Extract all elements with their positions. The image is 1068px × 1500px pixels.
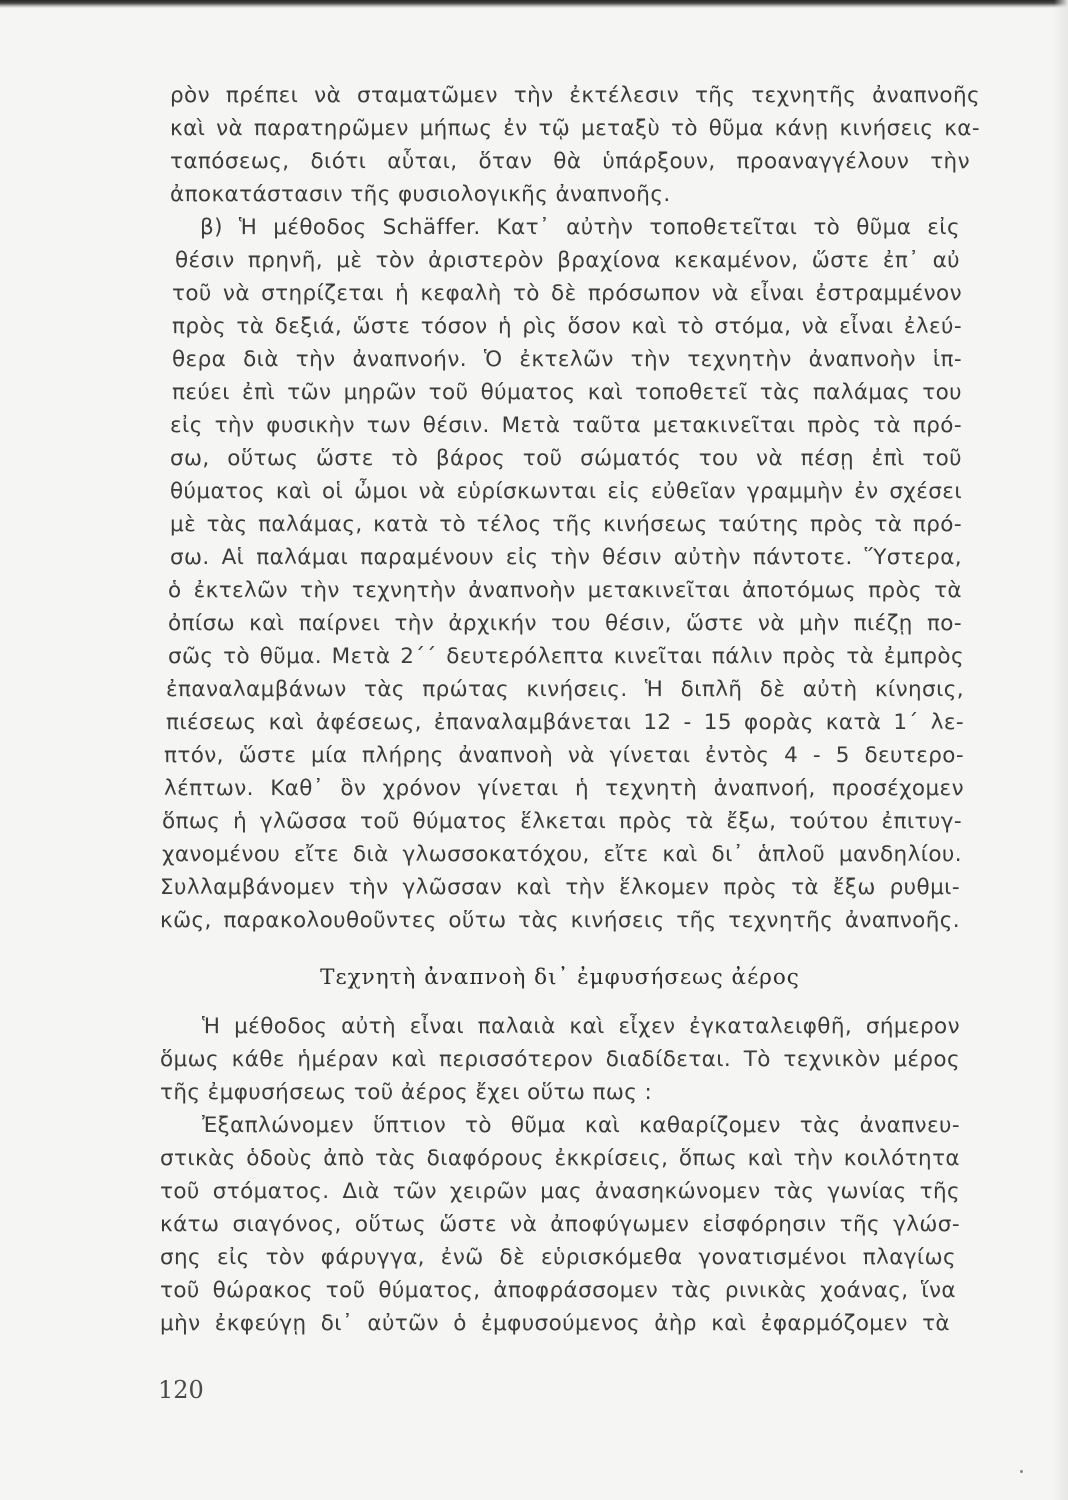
text-line: Ἐξαπλώνομεν ὕπτιον τὸ θῦμα καὶ καθαρίζομεν τὰς ἀναπνευ- [202, 1113, 960, 1138]
text-line: ὅμως κάθε ἡμέραν καὶ περισσότερον διαδίδεται. Τὸ τεχνικὸν μέρος [160, 1047, 960, 1072]
text-line: σης εἰς τὸν φάρυγγα, ἐνῶ δὲ εὑρισκόμεθα γονατισμένοι πλαγίως [160, 1245, 956, 1270]
scan-top-edge [0, 0, 1068, 8]
page-number: 120 [158, 1376, 204, 1404]
scan-speck [1020, 1470, 1023, 1473]
text-line: κάτω σιαγόνος, οὕτως ὥστε νὰ ἀποφύγωμεν εἰσφόρησιν τῆς γλώσ- [160, 1212, 960, 1237]
text-line: ὅπως ἡ γλῶσσα τοῦ θύματος ἕλκεται πρὸς τὰ ἔξω, τούτου ἐπιτυγ- [162, 809, 962, 834]
text-line: μὲ τὰς παλάμας, κατὰ τὸ τέλος τῆς κινήσεως ταύτης πρὸς τὰ πρό- [170, 512, 962, 537]
text-line: ὀπίσω καὶ παίρνει τὴν ἀρχικήν του θέσιν, ὥστε νὰ μὴν πιέζῃ πο- [168, 611, 962, 636]
text-line: χανομένου εἴτε διὰ γλωσσοκατόχου, εἴτε καὶ δι᾿ ἁπλοῦ μανδηλίου. [162, 842, 962, 867]
text-line: Συλλαμβάνομεν τὴν γλῶσσαν καὶ τὴν ἕλκομεν πρὸς τὰ ἔξω ρυθμι- [160, 875, 960, 900]
text-line: στικὰς ὁδοὺς ἀπὸ τὰς διαφόρους ἐκκρίσεις, ὅπως καὶ τὴν κοιλότητα [160, 1146, 960, 1171]
text-line: β) Ἡ μέθοδος Schäffer. Κατ᾿ αὐτὴν τοποθετεῖται τὸ θῦμα εἰς [200, 215, 960, 240]
text-line: μὴν ἐκφεύγῃ δι᾿ αὐτῶν ὁ ἐμφυσούμενος ἀὴρ καὶ ἐφαρμόζομεν τὰ [160, 1311, 950, 1336]
text-line: σῶς τὸ θῦμα. Μετὰ 2΄΄ δευτερόλεπτα κινεῖται πάλιν πρὸς τὰ ἐμπρὸς [168, 644, 964, 669]
text-line: τοῦ θώρακος τοῦ θύματος, ἀποφράσσομεν τὰς ρινικὰς χοάνας, ἵνα [160, 1278, 956, 1303]
text-line: ὁ ἐκτελῶν τὴν τεχνητὴν ἀναπνοὴν μετακινεῖται ἀποτόμως πρὸς τὰ [168, 578, 962, 603]
text-line: ἀποκατάστασιν τῆς φυσιολογικῆς ἀναπνοῆς. [170, 182, 671, 207]
text-line: τοῦ στόματος. Διὰ τῶν χειρῶν μας ἀνασηκώνομεν τὰς γωνίας τῆς [160, 1179, 960, 1204]
text-line: πτόν, ὥστε μία πλήρης ἀναπνοὴ νὰ γίνεται ἐντὸς 4 - 5 δευτερο- [164, 743, 964, 768]
text-line: πιέσεως καὶ ἀφέσεως, ἐπαναλαμβάνεται 12 - 15 φορὰς κατὰ 1΄ λε- [166, 710, 964, 735]
text-line: θερα διὰ τὴν ἀναπνοήν. Ὁ ἐκτελῶν τὴν τεχνητὴν ἀναπνοὴν ἱπ- [172, 347, 962, 372]
text-line: θύματος καὶ οἱ ὦμοι νὰ εὑρίσκωνται εἰς εὐθεῖαν γραμμὴν ἐν σχέσει [170, 479, 962, 504]
text-line: θέσιν πρηνῆ, μὲ τὸν ἀριστερὸν βραχίονα κεκαμένον, ὥστε ἐπ᾿ αὐ [175, 248, 960, 273]
text-line: ἐπαναλαμβάνων τὰς πρώτας κινήσεις. Ἡ διπλῆ δὲ αὐτὴ κίνησις, [166, 677, 964, 702]
scan-right-edge [1054, 0, 1068, 1500]
text-line: εἰς τὴν φυσικὴν των θέσιν. Μετὰ ταῦτα μετακινεῖται πρὸς τὰ πρό- [170, 413, 962, 438]
text-line: καὶ νὰ παρατηρῶμεν μήπως ἐν τῷ μεταξὺ τὸ θῦμα κάνῃ κινήσεις κα- [170, 116, 980, 141]
text-line: τοῦ νὰ στηρίζεται ἡ κεφαλὴ τὸ δὲ πρόσωπον νὰ εἶναι ἐστραμμένον [172, 281, 962, 306]
text-line: πρὸς τὰ δεξιά, ὥστε τόσον ἡ ρὶς ὅσον καὶ τὸ στόμα, νὰ εἶναι ἐλεύ- [172, 314, 962, 339]
section-heading: Τεχνητὴ ἀναπνοὴ δι᾿ ἐμφυσήσεως ἀέρος [320, 965, 800, 990]
text-line: τῆς ἐμφυσήσεως τοῦ ἀέρος ἔχει οὕτω πως : [160, 1080, 653, 1105]
text-line: ταπόσεως, διότι αὗται, ὅταν θὰ ὑπάρξουν, προαναγγέλουν τὴν [170, 149, 970, 174]
text-line: σω, οὕτως ὥστε τὸ βάρος τοῦ σώματός του νὰ πέσῃ ἐπὶ τοῦ [170, 446, 962, 471]
text-line: Ἡ μέθοδος αὐτὴ εἶναι παλαιὰ καὶ εἶχεν ἐγκαταλειφθῆ, σήμερον [202, 1014, 960, 1039]
text-line: λέπτων. Καθ᾿ ὃν χρόνον γίνεται ἡ τεχνητὴ ἀναπνοή, προσέχομεν [164, 776, 964, 801]
text-line: σω. Αἱ παλάμαι παραμένουν εἰς τὴν θέσιν αὐτὴν πάντοτε. Ὕστερα, [170, 545, 962, 570]
text-line: ρὸν πρέπει νὰ σταματῶμεν τὴν ἐκτέλεσιν τῆς τεχνητῆς ἀναπνοῆς [170, 83, 980, 108]
text-line: πεύει ἐπὶ τῶν μηρῶν τοῦ θύματος καὶ τοποθετεῖ τὰς παλάμας του [172, 380, 962, 405]
text-line: κῶς, παρακολουθοῦντες οὕτω τὰς κινήσεις τῆς τεχνητῆς ἀναπνοῆς. [160, 908, 960, 933]
